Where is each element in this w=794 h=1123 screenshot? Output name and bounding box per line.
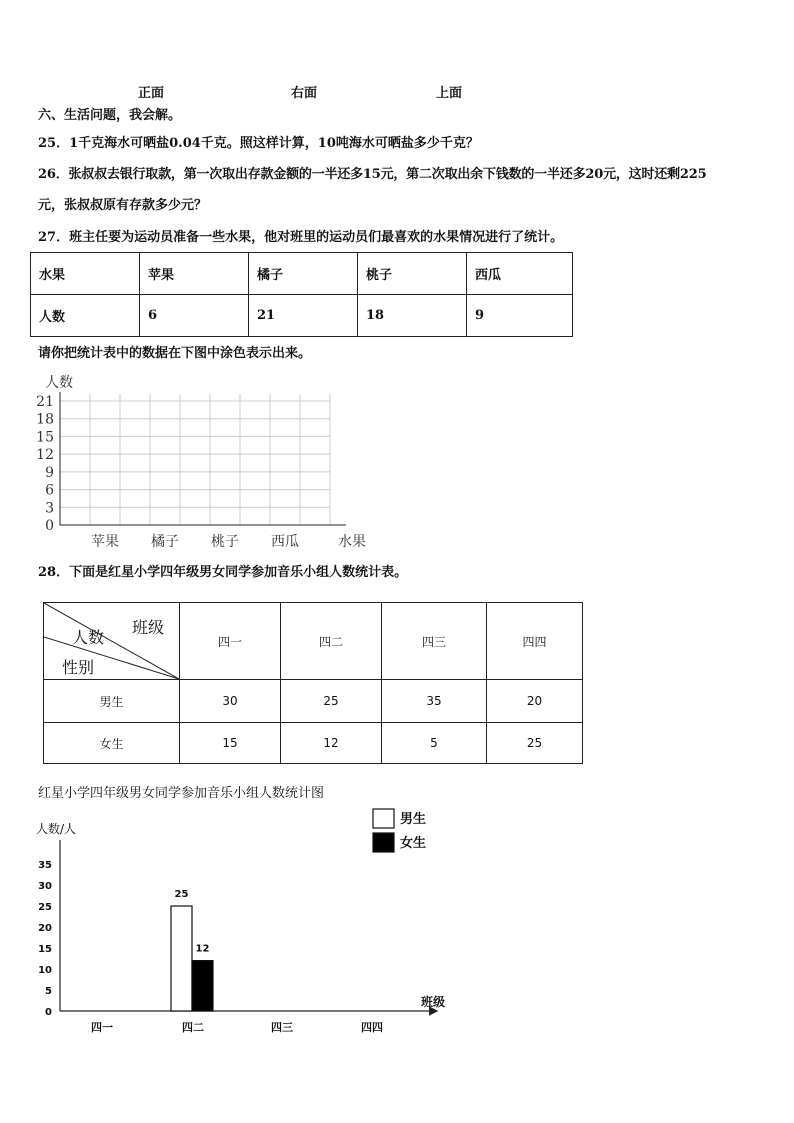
y-tick-label: 5 — [45, 986, 52, 997]
table-cell: 21 — [249, 295, 358, 337]
table-cell: 苹果 — [140, 253, 249, 295]
x-tick-label: 四三 — [271, 1021, 293, 1034]
bar-girls — [192, 961, 213, 1011]
y-tick-label: 3 — [45, 500, 54, 517]
x-tick-label: 四四 — [361, 1021, 383, 1034]
music-table — [43, 602, 583, 764]
table-cell: 20 — [487, 680, 583, 723]
x-tick-label: 四二 — [182, 1021, 204, 1034]
legend-label: 男生 — [400, 812, 427, 827]
y-tick-label: 0 — [45, 1007, 52, 1018]
table-row — [44, 723, 583, 764]
table-cell: 5 — [382, 723, 487, 764]
y-axis-label: 人数 — [45, 375, 73, 391]
y-tick-label: 15 — [36, 429, 54, 446]
y-tick-label: 12 — [36, 447, 54, 464]
y-tick-label: 18 — [36, 411, 54, 428]
x-tick-label: 桃子 — [211, 534, 239, 550]
table-cell: 橘子 — [249, 253, 358, 295]
data-label: 12 — [195, 943, 210, 955]
x-tick-label: 橘子 — [151, 534, 179, 550]
x-tick-label: 四一 — [91, 1021, 113, 1034]
table-row — [44, 680, 583, 723]
y-tick-label: 6 — [45, 482, 54, 499]
y-tick-label: 21 — [36, 394, 54, 410]
table-row — [31, 295, 573, 337]
table-cell: 水果 — [31, 253, 140, 295]
x-axis-label: 水果 — [338, 534, 366, 550]
y-tick-label: 35 — [38, 860, 52, 871]
table-cell: 桃子 — [358, 253, 467, 295]
y-tick-label: 0 — [45, 518, 54, 534]
y-tick-label: 20 — [38, 923, 52, 934]
table-cell: 12 — [281, 723, 382, 764]
question-28: 28．下面是红星小学四年级男女同学参加音乐小组人数统计表。 — [38, 565, 408, 580]
view-label-right: 右面 — [291, 86, 318, 101]
section-heading: 六、生活问题，我会解。 — [38, 108, 182, 123]
fruit-bar-chart — [30, 368, 380, 553]
question-26-line1: 26．张叔叔去银行取款，第一次取出存款金额的一半还多15元，第二次取出余下钱数的一半还多20元，这时还剩225 — [38, 167, 707, 182]
table-cell: 35 — [382, 680, 487, 723]
corner-label-gender: 性别 — [62, 658, 95, 677]
question-25: 25．1千克海水可晒盐0.04千克。照这样计算，10吨海水可晒盐多少千克？ — [38, 136, 479, 151]
data-label: 25 — [174, 889, 189, 900]
table-header-cell: 四三 — [382, 603, 487, 680]
y-tick-label: 30 — [38, 881, 52, 892]
view-label-front: 正面 — [138, 86, 165, 101]
view-label-top: 上面 — [436, 86, 463, 101]
legend-label: 女生 — [400, 836, 427, 851]
y-tick-label: 25 — [38, 902, 52, 913]
table-row — [31, 253, 573, 295]
table-cell: 25 — [487, 723, 583, 764]
chart-title-text: 红星小学四年级男女同学参加音乐小组人数统计图 — [38, 786, 325, 801]
question-27-instruction: 请你把统计表中的数据在下图中涂色表示出来。 — [38, 346, 312, 361]
question-26-line2: 元，张叔叔原有存款多少元？ — [38, 198, 208, 213]
chart-title — [38, 782, 324, 801]
table-row-label: 男生 — [44, 680, 180, 723]
table-cell: 6 — [140, 295, 249, 337]
table-cell: 9 — [467, 295, 573, 337]
table-cell: 30 — [180, 680, 281, 723]
table-corner-cell — [44, 603, 180, 680]
table-header-cell: 四二 — [281, 603, 382, 680]
table-cell: 18 — [358, 295, 467, 337]
legend-swatch — [373, 833, 394, 852]
corner-label-class: 班级 — [132, 618, 165, 637]
music-bar-chart — [28, 800, 458, 1040]
y-tick-label: 10 — [38, 965, 52, 976]
table-cell: 25 — [281, 680, 382, 723]
table-header-cell: 四四 — [487, 603, 583, 680]
fruit-table — [30, 252, 573, 337]
y-tick-label: 15 — [38, 944, 52, 955]
table-cell: 西瓜 — [467, 253, 573, 295]
x-tick-label: 西瓜 — [271, 534, 299, 550]
table-header-cell: 四一 — [180, 603, 281, 680]
y-tick-label: 9 — [45, 464, 54, 481]
table-cell: 15 — [180, 723, 281, 764]
question-27: 27．班主任要为运动员准备一些水果，他对班里的运动员们最喜欢的水果情况进行了统计。 — [38, 230, 564, 245]
x-tick-label: 苹果 — [91, 534, 119, 550]
bar-boys — [171, 906, 192, 1011]
table-row — [44, 603, 583, 680]
corner-label-count: 人数 — [72, 628, 105, 647]
x-axis-label: 班级 — [421, 995, 446, 1009]
table-row-label: 女生 — [44, 723, 180, 764]
table-cell: 人数 — [31, 295, 140, 337]
legend-swatch — [373, 809, 394, 828]
y-axis-label: 人数/人 — [36, 822, 77, 836]
